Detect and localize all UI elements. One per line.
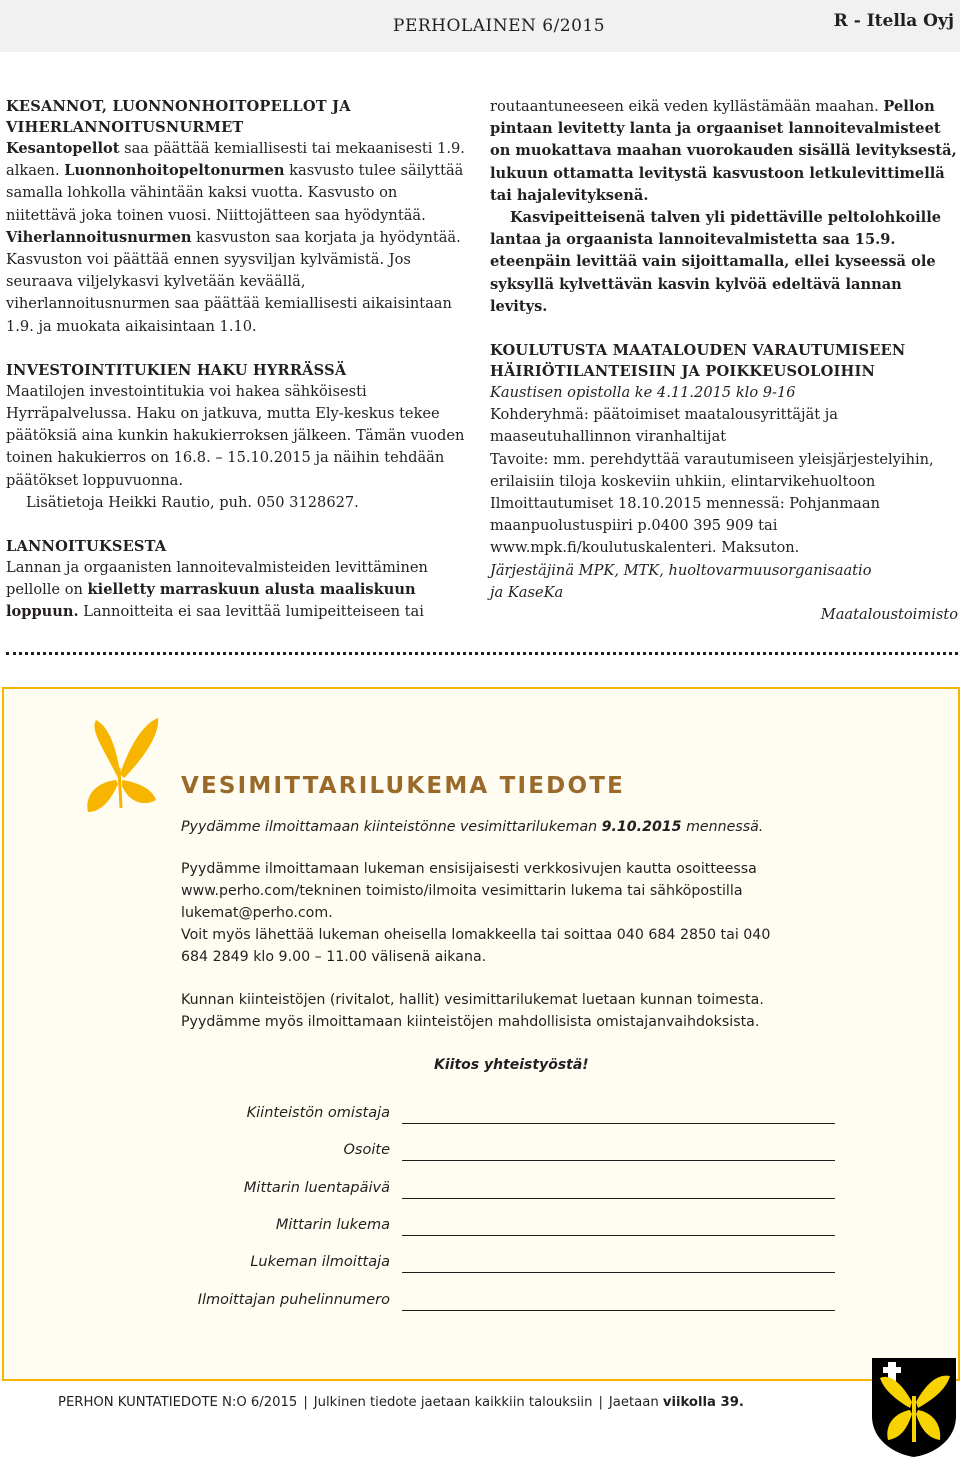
form-label: Osoite [343, 1142, 390, 1158]
form-label: Kiinteistön omistaja [246, 1105, 390, 1121]
section-title-line: HÄIRIÖTILANTEISIIN JA POIKKEUSOLOIHIN [490, 363, 876, 381]
training-target: Kohderyhmä: päätoimiset maatalousyrittäjät ja maaseutuhallinnon viranhaltijat [490, 406, 839, 446]
form-input-line[interactable] [402, 1198, 835, 1199]
signature: Maataloustoimisto [820, 606, 958, 624]
bold-text: Pellon pintaan levitetty lanta ja orgaaniset lannoitevalmisteet on muokattava maahan vuorokauden sisällä levityksestä, lukuun ottamatta levitystä kasvustoon letkulevittimellä tai hajalevityksenä. [490, 98, 957, 204]
form-label: Mittarin luentapäivä [243, 1180, 390, 1196]
footer-week-label: Jaetaan [608, 1395, 663, 1410]
footer-week: viikolla 39. [662, 1395, 744, 1410]
fertilization-paragraph [6, 557, 471, 624]
form-input-line[interactable] [402, 1310, 835, 1311]
dotted-divider [6, 652, 958, 655]
section-title-line: VIHERLANNOITUSNURMET [6, 119, 244, 136]
notice-email: lukemat@perho.com. [181, 905, 333, 921]
publication-title: PERHOLAINEN 6/2015 [393, 16, 606, 36]
notice-line: Voit myös lähettää lukeman oheisella lomakkeella tai soittaa 040 684 2850 tai 040 [181, 927, 771, 943]
fertilization-continued [490, 96, 958, 207]
notice-line: Pyydämme ilmoittamaan lukeman ensisijaisesti verkkosivujen kautta osoitteessa [181, 861, 757, 877]
notice-date: 9.10.2015 [601, 819, 682, 835]
investment-contact: Lisätietoja Heikki Rautio, puh. 050 3128627. [26, 493, 359, 511]
body-text: Lannan ja orgaanisten lannoitevalmisteiden levittäminen pellolle on [6, 559, 428, 599]
section-title-line: KOULUTUSTA MAATALOUDEN VARAUTUMISEEN [490, 342, 906, 360]
footer-distribution: Julkinen tiedote jaetaan kaikkiin talouksiin [313, 1395, 593, 1410]
body-text: saa päättää kemiallisesti tai mekaanisesti 1.9. alkaen. [6, 140, 465, 180]
bold-term: Luonnonhoitopeltonurmen [64, 162, 285, 180]
page-footer: PERHON KUNTATIEDOTE N:O 6/2015 | Julkinen tiedote jaetaan kaikkiin talouksiin | Jaetaan viikolla 39. [58, 1395, 744, 1410]
body-text: routaantuneeseen eikä veden kyllästämään maahan. [490, 98, 884, 115]
notice-text: mennessä. [681, 819, 764, 835]
section-title-fallows [6, 96, 471, 138]
notice-text: Pyydämme ilmoittamaan kiinteistönne vesimittarilukeman [181, 819, 602, 835]
footer-issue: PERHON KUNTATIEDOTE N:O 6/2015 [58, 1395, 298, 1410]
notice-instructions [181, 858, 881, 968]
right-column [490, 96, 958, 626]
fallows-paragraph [6, 138, 471, 338]
section-title-investment: INVESTOINTITUKIEN HAKU HYRRÄSSÄ [6, 361, 347, 379]
body-text: kasvuston saa korjata ja hyödyntää. Kasvuston voi päättää ennen syysviljan kylvämistä. Jos seuraava viljelykasvi kylvetään keväällä, viherlannoitusnurmen saa päättää kemiallisesti aikaisintaan 1.9. ja muokata aikaisintaan 1.10. [6, 228, 461, 335]
form-field-reporter[interactable] [170, 1254, 870, 1278]
page-header [0, 0, 960, 52]
form-field-address[interactable] [170, 1142, 870, 1166]
organizers-line: Järjestäjinä MPK, MTK, huoltovarmuusorganisaatio [490, 561, 872, 579]
form-input-line[interactable] [402, 1272, 835, 1273]
body-text: kasvusto tulee säilyttää samalla lohkolla vähintään kaksi vuotta. Kasvusto on niitettävä joka toinen vuosi. Niittojätteen saa hyödyntää. [6, 162, 464, 224]
form-field-reading[interactable] [170, 1217, 870, 1241]
section-title-training [490, 340, 958, 382]
notice-deadline [181, 816, 881, 838]
form-field-reading-date[interactable] [170, 1180, 870, 1204]
notice-line: www.perho.com/tekninen toimisto/ilmoita vesimittarin lukema tai sähköpostilla [181, 883, 743, 899]
thanks-text: Kiitos yhteistyöstä! [434, 1057, 589, 1073]
form-field-phone[interactable] [170, 1292, 870, 1316]
body-text: Lannoitteita ei saa levittää lumipeitteiseen tai [78, 603, 424, 621]
form-input-line[interactable] [402, 1235, 835, 1236]
bold-term: Kesantopellot [6, 140, 120, 157]
form-field-owner[interactable] [170, 1105, 870, 1129]
municipal-crest-icon [870, 1356, 958, 1458]
bold-term: kielletty marraskuun alusta maaliskuun loppuun. [6, 581, 416, 621]
section-title-line: KESANNOT, LUONNONHOITOPELLOT JA [6, 98, 351, 115]
form-label: Lukeman ilmoittaja [250, 1254, 390, 1270]
investment-paragraph: Maatilojen investointitukia voi hakea sähköisesti Hyrräpalvelussa. Haku on jatkuva, mutta Ely-keskus tekee päätöksiä aina kunkin hakukierroksen jälkeen. Tämän vuoden toinen hakukierros on 16.8. – 15.10.2015 ja näihin tehdään päätökset loppuvuonna. [6, 382, 465, 489]
notice-title: VESIMITTARILUKEMA TIEDOTE [181, 773, 626, 799]
training-event: Kaustisen opistolla ke 4.11.2015 klo 9-16 [490, 384, 796, 402]
butterfly-icon [82, 716, 160, 820]
notice-municipal [181, 989, 881, 1033]
publisher-label: R - Itella Oyj [833, 11, 954, 31]
form-input-line[interactable] [402, 1160, 835, 1161]
notice-line: Kunnan kiinteistöjen (rivitalot, hallit) vesimittarilukemat luetaan kunnan toimesta. [181, 992, 764, 1008]
bold-term: Viherlannoitusnurmen [6, 228, 192, 246]
form-label: Ilmoittajan puhelinnumero [197, 1292, 390, 1308]
form-label: Mittarin lukema [275, 1217, 390, 1233]
form-input-line[interactable] [402, 1123, 835, 1124]
training-goal: Tavoite: mm. perehdyttää varautumiseen yleisjärjestelyihin, erilaisiin tiloja koskeviin uhkiin, elintarvikehuoltoon [490, 450, 934, 490]
notice-line: Pyydämme myös ilmoittamaan kiinteistöjen mahdollisista omistajanvaihdoksista. [181, 1014, 760, 1030]
notice-line: 684 2849 klo 9.00 – 11.00 välisenä aikana. [181, 949, 487, 965]
winter-cover-paragraph: Kasvipeitteisenä talven yli pidettäville peltolohkoille lantaa ja orgaanista lannoitevalmistetta saa 15.9. eteenpäin levittää vain sijoittamalla, ellei kyseessä ole syksyllä kylvettävän kasvin kylvöä edeltävä lannan levitys. [490, 209, 942, 315]
training-organizers [490, 560, 958, 604]
training-signup: Ilmoittautumiset 18.10.2015 mennessä: Pohjanmaan maanpuolustuspiiri p.0400 395 909 tai www.mpk.fi/koulutuskalenteri. Maksuton. [490, 495, 880, 557]
left-column [6, 96, 471, 624]
section-title-fertilization: LANNOITUKSESTA [6, 538, 167, 556]
organizers-line: ja KaseKa [490, 583, 564, 601]
